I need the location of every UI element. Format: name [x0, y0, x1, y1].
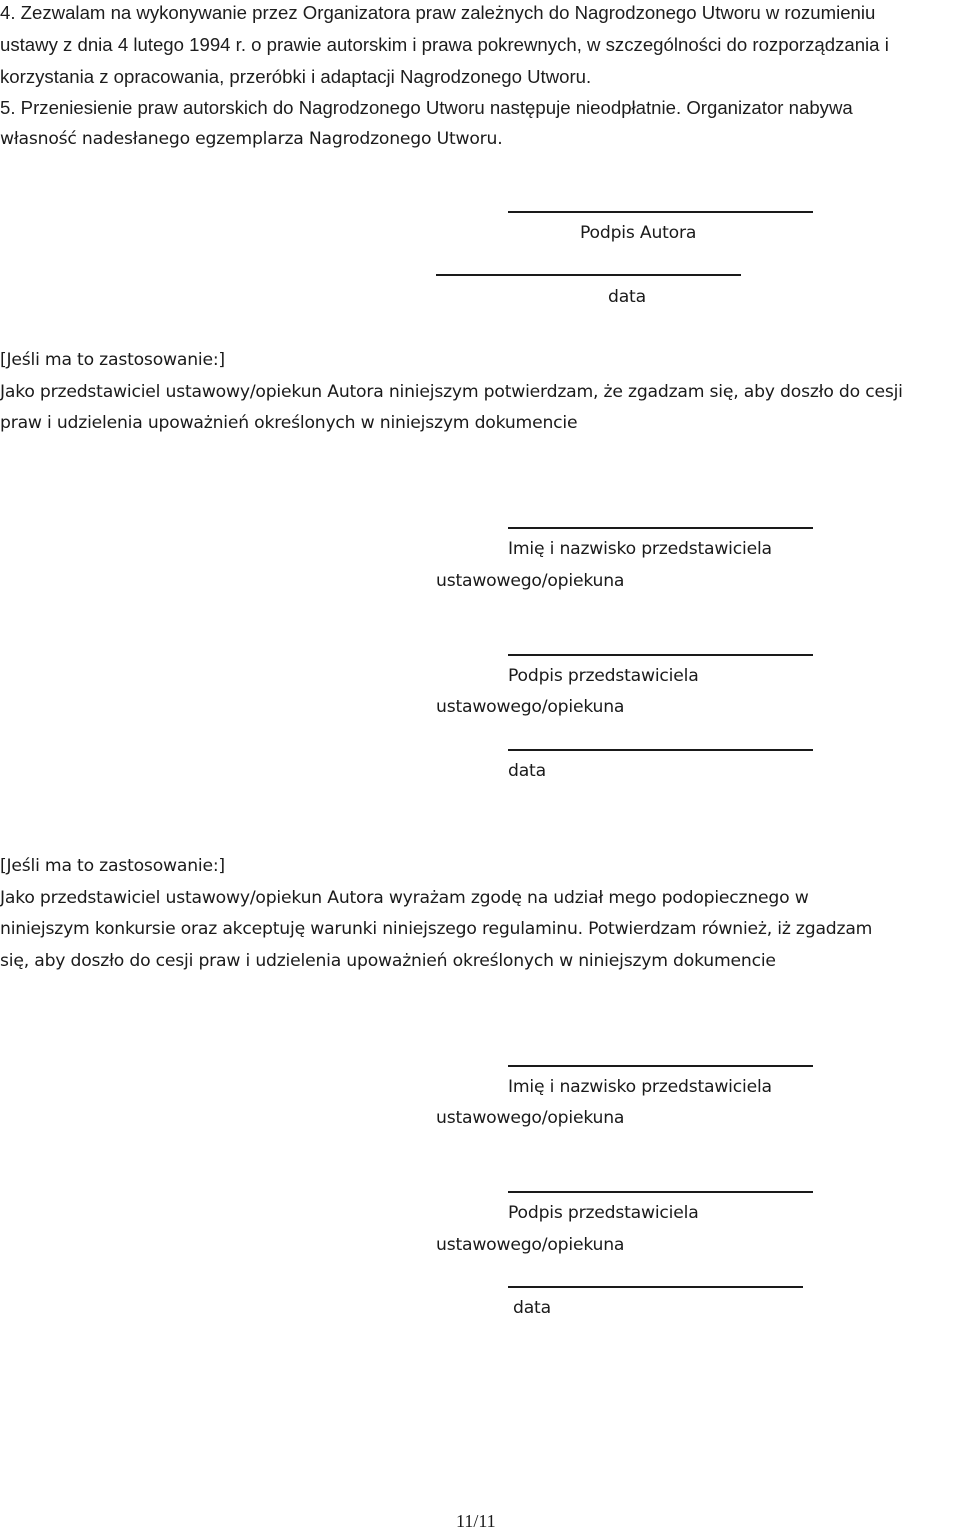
guardian-1-signature-label-line-1: Podpis przedstawiciela [508, 666, 699, 686]
guardian-1-date-line [508, 749, 813, 751]
author-signature-label: Podpis Autora [580, 223, 697, 243]
guardian-2-signature-line [508, 1191, 813, 1193]
clause-5-line-1: 5. Przeniesienie praw autorskich do Nagrodzonego Utworu następuje nieodpłatnie. Organizator nabywa [0, 97, 853, 118]
guardian-2-signature-label-line-1: Podpis przedstawiciela [508, 1203, 699, 1223]
clause-4-line-1: 4. Zezwalam na wykonywanie przez Organizatora praw zależnych do Nagrodzonego Utworu w rozumieniu [0, 2, 876, 23]
guardian-2-statement-line-3: się, aby doszło do cesji praw i udzielenia upoważnień określonych w niniejszym dokumencie [0, 951, 776, 971]
clause-4-line-3: korzystania z opracowania, przeróbki i adaptacji Nagrodzonego Utworu. [0, 66, 592, 87]
guardian-1-date-label: data [508, 761, 546, 781]
guardian-1-signature-label-line-2: ustawowego/opiekuna [436, 697, 625, 717]
page-number: 11/11 [456, 1511, 496, 1531]
guardian-1-name-line [508, 527, 813, 529]
guardian-2-date-label: data [513, 1298, 551, 1318]
clause-4-line-2: ustawy z dnia 4 lutego 1994 r. o prawie autorskim i prawa pokrewnych, w szczególności do rozporządzania i [0, 34, 889, 55]
guardian-1-name-label-line-2: ustawowego/opiekuna [436, 571, 625, 591]
guardian-2-date-line [508, 1286, 803, 1288]
guardian-1-statement-line-1: Jako przedstawiciel ustawowy/opiekun Autora niniejszym potwierdzam, że zgadzam się, aby doszło do cesji [0, 382, 903, 402]
author-signature-line [508, 211, 813, 213]
guardian-2-name-line [508, 1065, 813, 1067]
guardian-2-statement-line-2: niniejszym konkursie oraz akceptuję warunki niniejszego regulaminu. Potwierdzam również, iż zgadzam [0, 919, 873, 939]
author-date-label: data [608, 287, 646, 307]
guardian-1-name-label-line-1: Imię i nazwisko przedstawiciela [508, 539, 772, 559]
guardian-2-signature-label-line-2: ustawowego/opiekuna [436, 1235, 625, 1255]
guardian-2-name-label-line-2: ustawowego/opiekuna [436, 1108, 625, 1128]
guardian-2-statement-line-1: Jako przedstawiciel ustawowy/opiekun Autora wyrażam zgodę na udział mego podopiecznego w [0, 888, 809, 908]
guardian-2-condition: [Jeśli ma to zastosowanie:] [0, 856, 225, 876]
guardian-1-statement-line-2: praw i udzielenia upoważnień określonych w niniejszym dokumencie [0, 413, 578, 433]
clause-5-line-2: własność nadesłanego egzemplarza Nagrodzonego Utworu. [0, 129, 503, 149]
author-date-line [436, 274, 741, 276]
guardian-1-condition: [Jeśli ma to zastosowanie:] [0, 350, 225, 370]
guardian-1-signature-line [508, 654, 813, 656]
guardian-2-name-label-line-1: Imię i nazwisko przedstawiciela [508, 1077, 772, 1097]
